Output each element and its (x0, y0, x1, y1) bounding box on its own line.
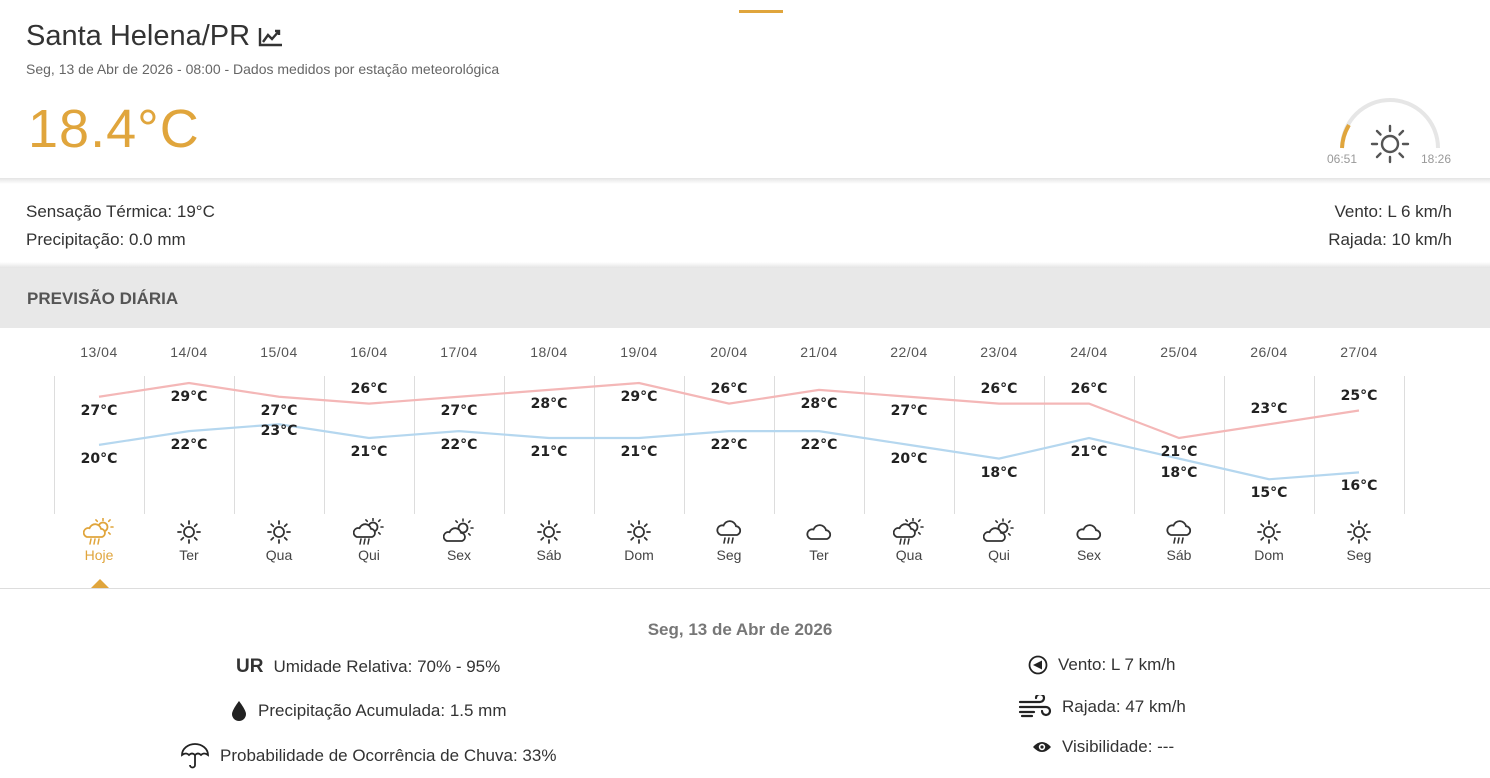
detail-gust-value: Rajada: 47 km/h (1062, 697, 1186, 716)
max-temp-label: 27°C (80, 402, 118, 419)
top-accent-bar (739, 10, 783, 13)
header-divider (0, 178, 1490, 184)
cloud-rain-icon (1134, 518, 1224, 546)
max-temp-label: 26°C (350, 380, 388, 397)
max-temp-label: 27°C (440, 402, 478, 419)
forecast-day-11[interactable] (1044, 518, 1134, 563)
min-temp-label: 21°C (350, 444, 388, 460)
umbrella-icon (180, 742, 210, 770)
sun-icon (1370, 124, 1410, 169)
city-name: Santa Helena/PR (26, 20, 251, 52)
rain-prob-value: Probabilidade de Ocorrência de Chuva: 33% (220, 746, 557, 765)
max-temp-label: 28°C (800, 395, 838, 412)
sun-cloud-icon (414, 518, 504, 546)
forecast-day-name: Seg (716, 547, 742, 563)
forecast-day-name: Sex (1076, 547, 1102, 563)
wind-gust: Rajada: 10 km/h (1328, 230, 1452, 249)
forecast-day-name: Dom (624, 547, 654, 563)
forecast-day-0[interactable] (54, 518, 144, 563)
min-temp-label: 18°C (1160, 464, 1198, 481)
min-temp-label: 21°C (1070, 444, 1108, 460)
sun-icon (1224, 518, 1314, 546)
precip-acc-value: Precipitação Acumulada: 1.5 mm (258, 701, 507, 720)
column-separator (234, 376, 235, 514)
forecast-date: 16/04 (350, 344, 388, 360)
min-temp-label: 22°C (440, 437, 478, 454)
min-temp-label: 21°C (530, 444, 568, 460)
wind-speed: Vento: L 6 km/h (1334, 202, 1452, 221)
forecast-date: 23/04 (980, 344, 1018, 360)
min-temp-label: 18°C (980, 464, 1018, 481)
precipitation: Precipitação: 0.0 mm (26, 230, 186, 249)
station-subtitle: Seg, 13 de Abr de 2026 - 08:00 - Dados medidos por estação meteorológica (26, 61, 500, 77)
column-separator (954, 376, 955, 514)
sun-icon (234, 518, 324, 546)
forecast-day-name: Sáb (536, 547, 562, 563)
forecast-day-8[interactable] (774, 518, 864, 563)
forecast-day-12[interactable] (1134, 518, 1224, 563)
max-temp-label: 29°C (170, 389, 208, 405)
forecast-date: 24/04 (1070, 344, 1108, 360)
chart-trend-icon[interactable] (258, 26, 284, 48)
forecast-day-3[interactable] (324, 518, 414, 563)
max-temp-label: 27°C (890, 402, 928, 419)
max-temp-label: 27°C (260, 402, 298, 419)
forecast-day-name: Sex (446, 547, 472, 563)
forecast-day-name: Dom (1254, 547, 1284, 563)
forecast-date: 19/04 (620, 344, 658, 360)
min-temp-label: 23°C (260, 423, 298, 440)
selected-day-caret (91, 579, 109, 588)
precip-acc-row (230, 700, 507, 722)
min-temp-label: 22°C (800, 437, 838, 454)
sun-cloud-rain-icon (54, 518, 144, 546)
min-temp-label: 16°C (1340, 478, 1378, 495)
detail-divider (0, 588, 1490, 589)
drop-icon (230, 700, 248, 722)
forecast-date: 25/04 (1160, 344, 1198, 360)
sun-arc-widget (1320, 92, 1460, 172)
sun-icon (1314, 518, 1404, 546)
column-separator (54, 376, 55, 514)
cloud-icon (774, 518, 864, 546)
max-temp-label: 25°C (1340, 387, 1378, 404)
column-separator (1404, 376, 1405, 514)
daily-forecast-header (0, 268, 1490, 328)
eye-icon (1032, 739, 1052, 755)
ur-badge: UR (236, 656, 264, 677)
detail-date: Seg, 13 de Abr de 2026 (647, 620, 833, 639)
forecast-date: 17/04 (440, 344, 478, 360)
forecast-day-name: Qua (265, 547, 293, 563)
max-temp-label: 23°C (1250, 401, 1288, 418)
forecast-date: 27/04 (1340, 344, 1378, 360)
forecast-day-4[interactable] (414, 518, 504, 563)
feels-like: Sensação Térmica: 19°C (26, 202, 215, 221)
forecast-day-10[interactable] (954, 518, 1044, 563)
forecast-date: 18/04 (530, 344, 568, 360)
visibility-value: Visibilidade: --- (1062, 737, 1175, 756)
min-temp-label: 20°C (890, 450, 928, 467)
city-title (26, 20, 284, 53)
min-temp-label: 21°C (620, 444, 658, 460)
max-temp-label: 29°C (620, 389, 658, 405)
min-temp-label: 20°C (80, 450, 118, 467)
forecast-day-name: Qui (358, 547, 380, 563)
sun-cloud-icon (954, 518, 1044, 546)
forecast-day-2[interactable] (234, 518, 324, 563)
forecast-date: 21/04 (800, 344, 838, 360)
sun-icon (504, 518, 594, 546)
sun-icon (594, 518, 684, 546)
max-temp-label: 26°C (980, 380, 1018, 397)
forecast-day-name: Ter (809, 547, 829, 563)
sunrise-time: 06:51 (1327, 152, 1358, 166)
humidity-value: Umidade Relativa: 70% - 95% (273, 657, 501, 676)
forecast-day-name: Hoje (84, 547, 114, 563)
wind-gust-icon (1018, 695, 1052, 719)
sun-cloud-rain-icon (864, 518, 954, 546)
visibility-row (1032, 737, 1174, 757)
forecast-date: 13/04 (80, 344, 118, 360)
forecast-day-13[interactable] (1224, 518, 1314, 563)
detail-gust-row (1018, 695, 1186, 719)
forecast-day-5[interactable] (504, 518, 594, 563)
forecast-date: 22/04 (890, 344, 928, 360)
forecast-day-7[interactable] (684, 518, 774, 563)
min-temp-label: 22°C (170, 437, 208, 454)
forecast-day-name: Ter (179, 547, 199, 563)
max-temp-label: 21°C (1160, 444, 1198, 460)
cloud-icon (1044, 518, 1134, 546)
humidity-row (236, 656, 500, 678)
detail-wind-row (1028, 655, 1176, 675)
forecast-date: 20/04 (710, 344, 748, 360)
sun-icon (144, 518, 234, 546)
cloud-rain-icon (684, 518, 774, 546)
forecast-day-name: Seg (1346, 547, 1372, 563)
forecast-date: 15/04 (260, 344, 298, 360)
sun-cloud-rain-icon (324, 518, 414, 546)
forecast-day-6[interactable] (594, 518, 684, 563)
wind-direction-icon (1028, 655, 1048, 675)
daily-forecast-title: PREVISÃO DIÁRIA (27, 289, 179, 308)
forecast-day-name: Qua (895, 547, 923, 563)
forecast-date: 26/04 (1250, 344, 1288, 360)
rain-prob-row (180, 742, 556, 770)
current-temperature: 18.4°C (28, 99, 200, 159)
detail-wind-value: Vento: L 7 km/h (1058, 655, 1176, 674)
min-temp-label: 15°C (1250, 485, 1288, 502)
forecast-date: 14/04 (170, 344, 208, 360)
max-temp-label: 28°C (530, 395, 568, 412)
forecast-day-14[interactable] (1314, 518, 1404, 563)
column-separator (864, 376, 865, 514)
min-temp-label: 22°C (710, 437, 748, 454)
sunset-time: 18:26 (1421, 152, 1452, 166)
forecast-day-9[interactable] (864, 518, 954, 563)
max-temp-label: 26°C (1070, 380, 1108, 397)
max-temp-label: 26°C (710, 380, 748, 397)
forecast-day-1[interactable] (144, 518, 234, 563)
forecast-day-name: Qui (988, 547, 1010, 563)
forecast-day-name: Sáb (1166, 547, 1192, 563)
